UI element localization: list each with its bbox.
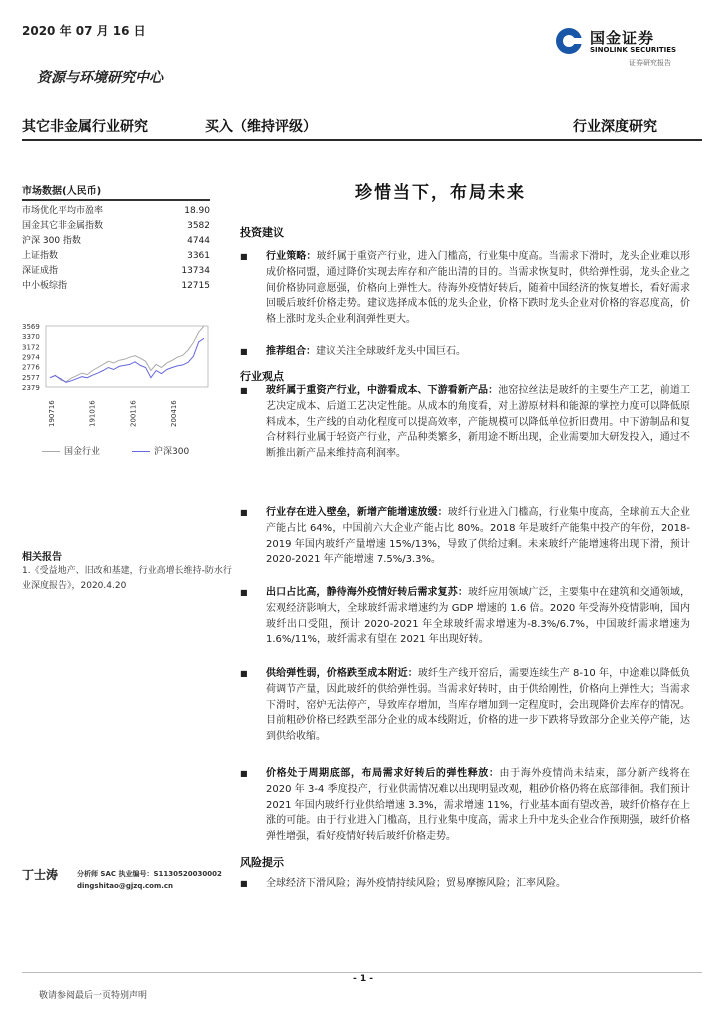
bullet-marker: ■ [240, 588, 248, 597]
page-number: - 1 - [353, 974, 373, 984]
bullet-marker: ■ [240, 347, 248, 356]
disclaimer: 敬请参阅最后一页特别声明 [39, 991, 148, 1001]
logo-company-name-en: SINOLINK SECURITIES [590, 46, 677, 54]
report-type: 行业深度研究 [573, 119, 657, 135]
legend-line-industry [42, 451, 60, 452]
y-tick-label: 2577 [22, 373, 40, 382]
legend-line-hs300 [132, 451, 150, 452]
market-value: 18.90 [184, 206, 210, 216]
market-row [22, 219, 212, 234]
bullet-head: 玻纤属于重资产行业，中游看成本、下游看新产品： [266, 385, 499, 396]
analyst-info [77, 868, 222, 892]
industry-title: 其它非金属行业研究 [22, 119, 148, 135]
market-data-panel [22, 182, 212, 294]
bullet-heavy-asset [240, 383, 690, 462]
related-report-item: 1.《受益地产、旧改和基建，行业高增长维持-防水行业深度报告》，2020.4.20 [22, 566, 232, 591]
market-label: 深证成指 [22, 266, 59, 276]
bullet-head: 出口占比高，静待海外疫情好转后需求复苏： [266, 587, 468, 598]
x-tick-label: 200116 [129, 400, 138, 427]
market-label: 沪深 300 指数 [22, 236, 81, 246]
market-value: 3582 [187, 221, 210, 231]
market-value: 3361 [187, 251, 210, 261]
analyst-email: dingshitao@gjzq.com.cn [77, 882, 174, 890]
bullet-marker: ■ [240, 508, 248, 517]
bullet-head: 行业策略： [266, 251, 317, 262]
bullet-marker: ■ [240, 769, 248, 778]
analyst-name: 丁士涛 [22, 868, 59, 882]
y-tick-label: 2379 [22, 384, 40, 392]
y-tick-label: 2974 [22, 353, 40, 362]
bullet-text: 玻纤行业进入门槛高，行业集中度高，全球前五大企业产能占比 64%，中国前六大企业产能占比 80%。2018 年是玻纤产能集中投产的年份，2018-2019 年国内玻纤产量增速 15%/13%，导致了供给过剩。未来玻纤产能增速将出现下滑，预计 2020-2021 年产能增速 7.5%/3.3%。 [266, 507, 691, 566]
y-tick-label: 3370 [22, 333, 40, 342]
market-row [22, 279, 212, 294]
bullet-text: 玻纤属于重资产行业，进入门槛高，行业集中度高。当需求下滑时，龙头企业难以形成价格同盟，通过降价实现去库存和产能出清的目的。当需求恢复时，供给弹性弱，龙头企业之间价格协同意愿强，价格向上弹性大。待海外疫情好转后，随着中国经济的恢复增长，看好需求回暖后玻纤价格走势。建议选择成本低的龙头企业，价格下跌时龙头企业对价格的容忍度高，价格上涨时龙头企业利润弹性更大。 [266, 251, 691, 326]
bullet-marker: ■ [240, 386, 248, 395]
market-label: 上证指数 [22, 251, 59, 261]
section-industry-view: 行业观点 [240, 370, 284, 383]
bullet-head: 价格处于周期底部，布局需求好转后的弹性释放： [266, 768, 500, 779]
logo-company-name: 国金证券 [590, 29, 655, 47]
bullet-marker: ■ [240, 252, 248, 261]
bullet-marker: ■ [240, 879, 248, 888]
bullet-marker: ■ [240, 669, 248, 678]
x-tick-label: 190716 [48, 400, 56, 427]
bullet-export [240, 585, 690, 648]
index-chart [22, 320, 212, 435]
report-title: 珍惜当下，布局未来 [355, 183, 526, 203]
analyst-sac-id: 分析师 SAC 执业编号：S1130520030002 [77, 870, 222, 878]
market-row [22, 249, 212, 264]
section-risk: 风险提示 [240, 856, 284, 869]
logo-subtitle: 证券研究报告 [629, 59, 671, 67]
related-reports-title: 相关报告 [22, 552, 62, 563]
y-tick-label: 3569 [22, 323, 40, 331]
bullet-head: 供给弹性弱，价格跌至成本附近： [266, 668, 418, 679]
chart-legend [22, 444, 212, 458]
report-date: 2020 年 07 月 16 日 [22, 24, 146, 38]
series-line-hs300 [50, 338, 204, 382]
bullet-recommended [240, 344, 690, 360]
bullet-head: 行业存在进入壁垒，新增产能增速放缓： [266, 507, 448, 518]
market-value: 12715 [181, 281, 210, 291]
footer-divider [22, 972, 702, 973]
market-label: 国金其它非金属指数 [22, 221, 104, 231]
market-label: 中小板综指 [22, 281, 68, 291]
market-value: 13734 [181, 266, 210, 276]
x-tick-label: 191016 [88, 400, 97, 427]
bullet-head: 推荐组合： [266, 346, 316, 357]
market-row [22, 204, 212, 219]
x-tick-label: 200416 [170, 400, 178, 427]
bullet-text: 玻纤应用领域广泛，主要集中在建筑和交通领域，宏观经济影响大，全球玻纤需求增速约为 GDP 增速的 1.6 倍。2020 年受海外疫情影响，国内玻纤出口受阻，预计 2020-2021 年全球玻纤需求增速为-8.3%/6.7%，中国玻纤需求增速为 1.6%/11%，玻纤需求有望在 2021 年出现好转。 [266, 587, 691, 646]
market-row [22, 234, 212, 249]
y-tick-label: 3172 [22, 343, 40, 352]
y-tick-label: 2776 [22, 363, 40, 372]
legend-label-hs300: 沪深300 [154, 447, 190, 457]
market-row [22, 264, 212, 279]
bullet-text: 池窑拉丝法是玻纤的主要生产工艺，前道工艺决定成本、后道工艺决定性能。从成本的角度看，对上游原材料和能源的掌控力度可以降低原料成本，生产线的自动化程度可以提高效率，产能规模可以降低单位折旧费用。中下游制品和复合材料行业属于轻资产行业，产品种类繁多，新用途不断出现，企业需要加大研发投入，通过不断推出新产品来维持高利润率。 [266, 385, 691, 460]
market-data-title: 市场数据(人民币) [22, 182, 210, 201]
legend-label-industry: 国金行业 [64, 447, 101, 457]
bullet-text: 玻纤生产线开窑后，需要连续生产 8-10 年，中途难以降低负荷调节产量，因此玻纤的供给弹性弱。当需求好转时，由于供给刚性，价格向上弹性大；当需求下滑时，窑炉无法停产，导致库存增加，当库存增加到一定程度时，会出现降价去库存的情况。目前粗砂价格已经跌至部分企业的成本线附近，价格的进一步下跌将导致部分企业关停产能，达到供给收缩。 [266, 668, 690, 743]
series-line-industry [50, 326, 204, 382]
market-value: 4744 [187, 236, 210, 246]
section-investment-advice: 投资建议 [240, 226, 284, 239]
bullet-supply [240, 666, 690, 745]
bullet-text: 由于海外疫情尚未结束，部分新产线将在 2020 年 3-4 季度投产，行业供需情况难以出现明显改观，粗砂价格仍将在底部徘徊。我们预计 2021 年国内玻纤行业供给增速 3.3%，需求增速 11%，行业基本面有望改善，玻纤价格存在上涨的可能。由于行业进入门槛高，且行业集中度高，需求上升中龙头企业合作预期强，玻纤价格弹性增强，看好疫情好转后玻纤价格走势。 [266, 768, 691, 843]
bullet-price-cycle [240, 766, 690, 845]
bullet-risk [240, 876, 690, 892]
rating: 买入（维持评级） [205, 119, 317, 135]
chart-frame [46, 326, 208, 387]
bullet-industry-strategy [240, 249, 690, 328]
research-center: 资源与环境研究中心 [37, 70, 163, 86]
bullet-entry-barrier [240, 505, 690, 568]
bullet-text: 全球经济下滑风险；海外疫情持续风险；贸易摩擦风险；汇率风险。 [266, 878, 566, 889]
bullet-text: 建议关注全球玻纤龙头中国巨石。 [316, 346, 466, 357]
market-label: 市场优化平均市盈率 [22, 206, 104, 216]
